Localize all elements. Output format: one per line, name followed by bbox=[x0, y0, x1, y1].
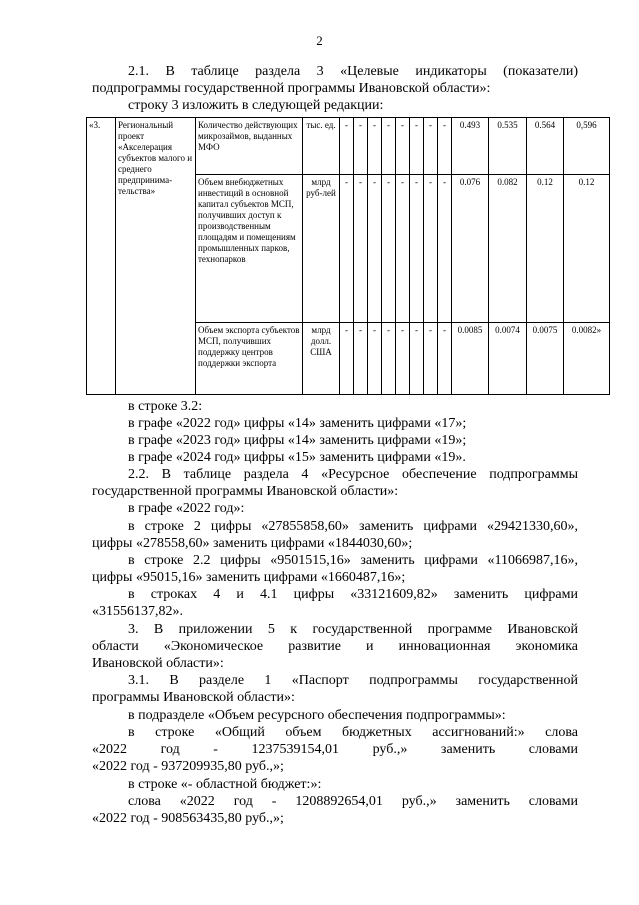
dash-cell: - bbox=[382, 175, 396, 323]
value-cell: 0.0074 bbox=[489, 323, 527, 395]
value-cell: 0,596 bbox=[564, 118, 610, 175]
value-cell: 0.493 bbox=[452, 118, 489, 175]
intro-line-3: строку 3 изложить в следующей редакции: bbox=[128, 98, 384, 113]
dash-cell: - bbox=[382, 118, 396, 175]
dash-cell: - bbox=[354, 118, 368, 175]
dash-cell: - bbox=[424, 175, 438, 323]
body-line: области «Экономическое развитие и инновационная экономика bbox=[92, 639, 578, 654]
value-cell: 0.0075 bbox=[527, 323, 564, 395]
dash-cell: - bbox=[424, 323, 438, 395]
body-line: в графе «2023 год» цифры «14» заменить цифрами «19»; bbox=[128, 433, 467, 448]
body-line: слова «2022 год - 1208892654,01 руб.,» заменить словами bbox=[128, 794, 578, 809]
dash-cell: - bbox=[368, 323, 382, 395]
dash-cell: - bbox=[368, 175, 382, 323]
value-cell: 0.12 bbox=[527, 175, 564, 323]
body-line: Ивановской области»: bbox=[92, 656, 224, 671]
dash-cell: - bbox=[340, 118, 354, 175]
intro-line-2: подпрограммы государственной программы Ивановской области»: bbox=[92, 81, 491, 96]
value-cell: 0.535 bbox=[489, 118, 527, 175]
dash-cell: - bbox=[438, 118, 452, 175]
body-line: цифры «95015,16» заменить цифрами «1660487,16»; bbox=[92, 570, 406, 585]
dash-cell: - bbox=[368, 118, 382, 175]
body-line: цифры «278558,60» заменить цифрами «1844030,60»; bbox=[92, 536, 413, 551]
body-line: 2.2. В таблице раздела 4 «Ресурсное обеспечение подпрограммы bbox=[128, 467, 578, 482]
dash-cell: - bbox=[410, 175, 424, 323]
indicators-table bbox=[86, 117, 610, 395]
dash-cell: - bbox=[340, 323, 354, 395]
row-number-cell: «3. bbox=[87, 118, 116, 395]
indicator-cell: Объем внебюджетных инвестиций в основной капитал субъектов МСП, получивших доступ к производственным площадям и помещениям промышленных парков, технопарков bbox=[196, 175, 303, 323]
indicator-cell: Количество действующих микрозаймов, выданных МФО bbox=[196, 118, 303, 175]
page-number: 2 bbox=[316, 33, 323, 48]
body-line: «31556137,82». bbox=[92, 604, 183, 619]
value-cell: 0.564 bbox=[527, 118, 564, 175]
body-line: в строке 2.2 цифры «9501515,16» заменить цифрами «11066987,16», bbox=[128, 553, 578, 568]
body-line: «2022 год - 908563435,80 руб.,»; bbox=[92, 811, 284, 826]
table-row bbox=[87, 118, 610, 175]
body-line: в строках 4 и 4.1 цифры «33121609,82» заменить цифрами bbox=[128, 587, 578, 602]
unit-cell: млрд руб-лей bbox=[303, 175, 340, 323]
body-line: «2022 год - 937209935,80 руб.,»; bbox=[92, 759, 284, 774]
body-line: в строке «Общий объем бюджетных ассигнований:» слова bbox=[128, 725, 578, 740]
dash-cell: - bbox=[354, 175, 368, 323]
dash-cell: - bbox=[396, 118, 410, 175]
dash-cell: - bbox=[438, 175, 452, 323]
body-line: в графе «2024 год» цифры «15» заменить цифрами «19». bbox=[128, 450, 466, 465]
body-line: в строке 3.2: bbox=[128, 399, 203, 414]
project-cell: Региональный проект «Акселерация субъектов малого и среднего предпринима-тельства» bbox=[116, 118, 196, 395]
dash-cell: - bbox=[410, 323, 424, 395]
dash-cell: - bbox=[340, 175, 354, 323]
body-line: в строке «- областной бюджет:»: bbox=[128, 777, 322, 792]
dash-cell: - bbox=[396, 175, 410, 323]
dash-cell: - bbox=[396, 323, 410, 395]
indicator-cell: Объем экспорта субъектов МСП, получивших поддержку центров поддержки экспорта bbox=[196, 323, 303, 395]
body-line: 3. В приложении 5 к государственной программе Ивановской bbox=[128, 622, 578, 637]
value-cell: 0.12 bbox=[564, 175, 610, 323]
value-cell: 0.0082» bbox=[564, 323, 610, 395]
body-line: в строке 2 цифры «27855858,60» заменить цифрами «29421330,60», bbox=[128, 519, 578, 534]
value-cell: 0.082 bbox=[489, 175, 527, 323]
body-line: «2022 год - 1237539154,01 руб.,» заменить словами bbox=[92, 742, 578, 757]
intro-line-1: 2.1. В таблице раздела 3 «Целевые индикаторы (показатели) bbox=[128, 64, 578, 79]
dash-cell: - bbox=[354, 323, 368, 395]
body-line: в графе «2022 год» цифры «14» заменить цифрами «17»; bbox=[128, 416, 467, 431]
body-line: государственной программы Ивановской области»: bbox=[92, 484, 399, 499]
dash-cell: - bbox=[438, 323, 452, 395]
body-line: в графе «2022 год»: bbox=[128, 501, 245, 516]
value-cell: 0.076 bbox=[452, 175, 489, 323]
dash-cell: - bbox=[424, 118, 438, 175]
dash-cell: - bbox=[382, 323, 396, 395]
dash-cell: - bbox=[410, 118, 424, 175]
value-cell: 0.0085 bbox=[452, 323, 489, 395]
body-line: 3.1. В разделе 1 «Паспорт подпрограммы государственной bbox=[128, 673, 578, 688]
body-line: программы Ивановской области»: bbox=[92, 690, 295, 705]
body-line: в подразделе «Объем ресурсного обеспечения подпрограммы»: bbox=[128, 708, 506, 723]
unit-cell: млрд долл. США bbox=[303, 323, 340, 395]
unit-cell: тыс. ед. bbox=[303, 118, 340, 175]
